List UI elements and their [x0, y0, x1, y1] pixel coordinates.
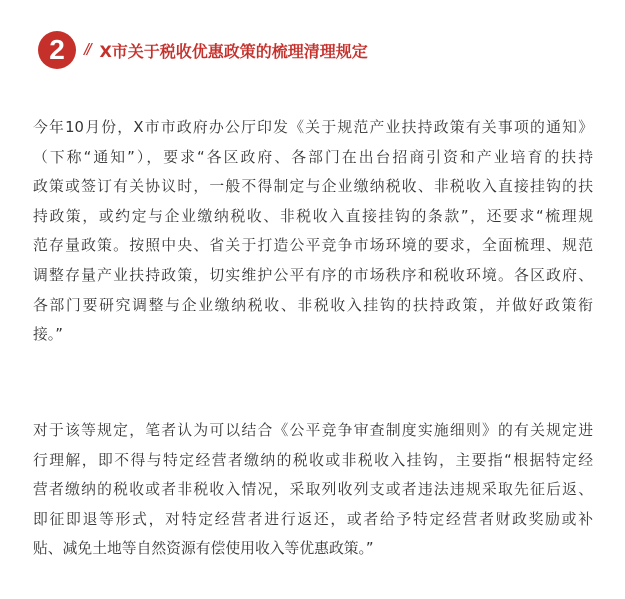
- paragraph-line: 营者缴纳的税收或者非税收入情况，采取列收列支或者违法违规采取先征后返、: [33, 481, 593, 499]
- paragraph-interpretation: [33, 416, 593, 564]
- paragraph-line: 各部门要研究调整与企业缴纳税收、非税收入挂钩的扶持政策，并做好政策衔: [33, 296, 593, 314]
- section-number-badge: 2: [38, 31, 76, 69]
- paragraph-line: 持政策，或约定与企业缴纳税收、非税收入直接挂钩的条款”，还要求“梳理规: [33, 207, 593, 225]
- paragraph-line: 调整存量产业扶持政策，切实维护公平有序的市场秩序和税收环境。各区政府、: [33, 266, 593, 284]
- paragraph-line: 范存量政策。按照中央、省关于打造公平竞争市场环境的要求，全面梳理、规范: [33, 237, 593, 255]
- slash-divider: //: [84, 40, 90, 59]
- paragraph-line: 今年10月份，X市市政府办公厅印发《关于规范产业扶持政策有关事项的通知》: [33, 119, 593, 136]
- paragraph-line: 行理解，即不得与特定经营者缴纳的税收或非税收入挂钩，主要指“根据特定经: [33, 451, 593, 469]
- paragraph-line: 即征即退等形式，对特定经营者进行返还，或者给予特定经营者财政奖励或补: [33, 510, 593, 528]
- paragraph-line: 贴、减免土地等自然资源有偿使用收入等优惠政策。”: [33, 540, 374, 558]
- paragraph-line: （下称“通知”），要求“各区政府、各部门在出台招商引资和产业培育的扶持: [33, 148, 593, 166]
- paragraph-notice: [33, 113, 593, 350]
- section-title: X市关于税收优惠政策的梳理清理规定: [99, 41, 368, 61]
- paragraph-line: 接。”: [33, 326, 63, 344]
- paragraph-line: 政策或签订有关协议时，一般不得制定与企业缴纳税收、非税收入直接挂钩的扶: [33, 178, 593, 196]
- section-header: [38, 30, 368, 70]
- paragraph-line: 对于该等规定，笔者认为可以结合《公平竞争审查制度实施细则》的有关规定进: [33, 422, 593, 439]
